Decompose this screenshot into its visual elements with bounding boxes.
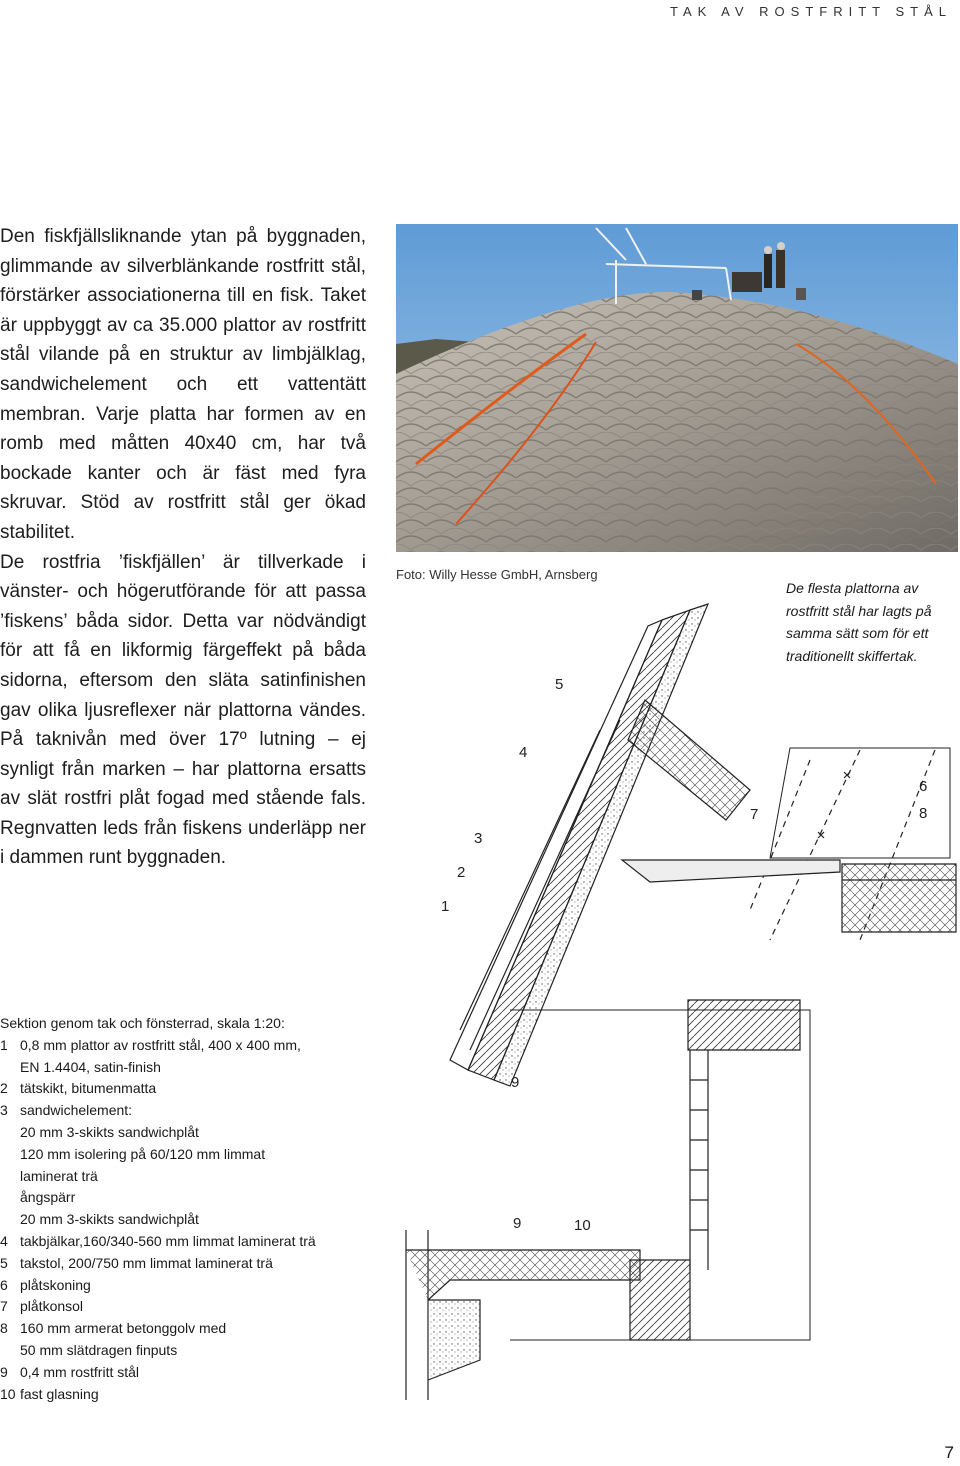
legend-item-text: laminerat trä — [20, 1167, 98, 1184]
legend-item-text: takstol, 200/750 mm limmat laminerat trä — [20, 1254, 273, 1271]
legend-item-number — [0, 1187, 20, 1209]
body-paragraph-1: Den fiskfjällsliknande ytan på byggnaden, glimmande av silverblänkande rostfritt stål, förstärker associationerna till en fisk. Taket är uppbyggt av ca 35.000 plattor av rostfritt stål vilande på en struktur av limbjälklag, sandwichelement och ett vattentätt membran. Varje platta har formen av en romb med måtten 40x40 cm, har två bockade kanter och är fäst med fyra skruvar. Stöd av rostfritt stål ger ökad stabilitet. — [0, 226, 366, 543]
legend-item-number: 10 — [0, 1385, 16, 1402]
body-text — [0, 222, 366, 873]
legend-item-text: takbjälkar,160/340-560 mm limmat laminerat trä — [20, 1232, 316, 1249]
legend-item-number: 6 — [0, 1276, 8, 1293]
roof-photo — [396, 224, 958, 552]
legend-item-number: 1 — [0, 1036, 8, 1053]
legend-item — [0, 1122, 380, 1144]
legend-item-text: 120 mm isolering på 60/120 mm limmat — [20, 1145, 266, 1162]
legend-item-text: fast glasning — [20, 1385, 99, 1402]
legend-item-number: 9 — [0, 1363, 8, 1380]
legend-item — [0, 1340, 380, 1362]
legend-item — [0, 1362, 380, 1384]
legend-item — [0, 1144, 380, 1166]
legend-item-text: 20 mm 3-skikts sandwichplåt — [20, 1123, 199, 1140]
callout-1: 1 — [441, 898, 450, 915]
callout-9-upper: 9 — [511, 1074, 520, 1091]
callout-4: 4 — [519, 744, 528, 761]
running-head: TAK AV ROSTFRITT STÅL — [669, 4, 952, 19]
legend-item-text: ångspärr — [20, 1189, 76, 1206]
legend-item-text: 0,8 mm plattor av rostfritt stål, 400 x 400 mm, — [20, 1036, 301, 1053]
legend-item-text: sandwichelement: — [20, 1102, 133, 1119]
legend-item-text: 0,4 mm rostfritt stål — [20, 1363, 140, 1380]
roof-photo-illustration — [396, 224, 958, 552]
callout-7: 7 — [750, 806, 759, 823]
callout-3: 3 — [474, 830, 483, 847]
legend-item — [0, 1296, 380, 1318]
legend-item-number — [0, 1122, 20, 1144]
legend-item — [0, 1166, 380, 1188]
legend-item-number: 5 — [0, 1254, 8, 1271]
callout-6: 6 — [919, 778, 928, 795]
legend-item-number — [0, 1166, 20, 1188]
legend-item-number — [0, 1340, 20, 1362]
callout-5: 5 — [555, 676, 564, 693]
drawing-legend — [0, 1013, 380, 1405]
legend-item — [0, 1318, 380, 1340]
legend-item-text: tätskikt, bitumenmatta — [20, 1080, 157, 1097]
legend-item-number: 7 — [0, 1298, 8, 1315]
legend-item — [0, 1231, 380, 1253]
section-drawing — [390, 580, 960, 1410]
legend-item-number — [0, 1057, 20, 1079]
legend-item — [0, 1209, 380, 1231]
legend-item-number: 2 — [0, 1080, 8, 1097]
legend-item-number: 8 — [0, 1320, 8, 1337]
photo-credit: Foto: Willy Hesse GmbH, Arnsberg — [396, 567, 598, 582]
legend-item — [0, 1275, 380, 1297]
legend-item-text: 20 mm 3-skikts sandwichplåt — [20, 1211, 199, 1228]
legend-item-text: plåtkonsol — [20, 1298, 84, 1315]
legend-item — [0, 1035, 380, 1057]
callout-8: 8 — [919, 805, 928, 822]
legend-item-text: 160 mm armerat betonggolv med — [20, 1320, 227, 1337]
legend-item — [0, 1187, 380, 1209]
legend-item-text: EN 1.4404, satin-finish — [20, 1058, 161, 1075]
legend-item-text: 50 mm slätdragen finputs — [20, 1341, 178, 1358]
legend-item — [0, 1057, 380, 1079]
legend-item-number: 4 — [0, 1232, 8, 1249]
page-number: 7 — [944, 1443, 954, 1462]
legend-item — [0, 1078, 380, 1100]
callout-10: 10 — [574, 1217, 591, 1234]
legend-item-number — [0, 1209, 20, 1231]
callout-9-lower: 9 — [513, 1215, 522, 1232]
legend-item — [0, 1384, 380, 1406]
legend-item-number — [0, 1144, 20, 1166]
legend-items — [0, 1035, 380, 1406]
legend-item — [0, 1253, 380, 1275]
legend-item — [0, 1100, 380, 1122]
legend-title: Sektion genom tak och fönsterrad, skala 1:20: — [0, 1015, 285, 1031]
legend-item-text: plåtskoning — [20, 1276, 91, 1293]
callout-2: 2 — [457, 864, 466, 881]
body-paragraph-2: De rostfria ’fiskfjällen’ är tillverkade i vänster- och högerutförande för att passa ’fiskens’ båda sidor. Detta var nödvändigt för att få en likformig färgeffekt på båda sidorna, eftersom den släta satinfinishen gav olika ljusreflexer när plattorna vändes. På taknivån med över 17º lutning – ej synligt från marken – har plattorna ersatts av slät rostfri plåt fogad med stående fals. Regnvatten leds från fiskens underläpp ner i dammen runt byggnaden. — [0, 551, 366, 869]
legend-item-number: 3 — [0, 1102, 8, 1119]
photo-caption: De flesta plattorna av rostfritt stål har lagts på samma sätt som för ett traditionellt skiffertak. — [786, 580, 932, 664]
